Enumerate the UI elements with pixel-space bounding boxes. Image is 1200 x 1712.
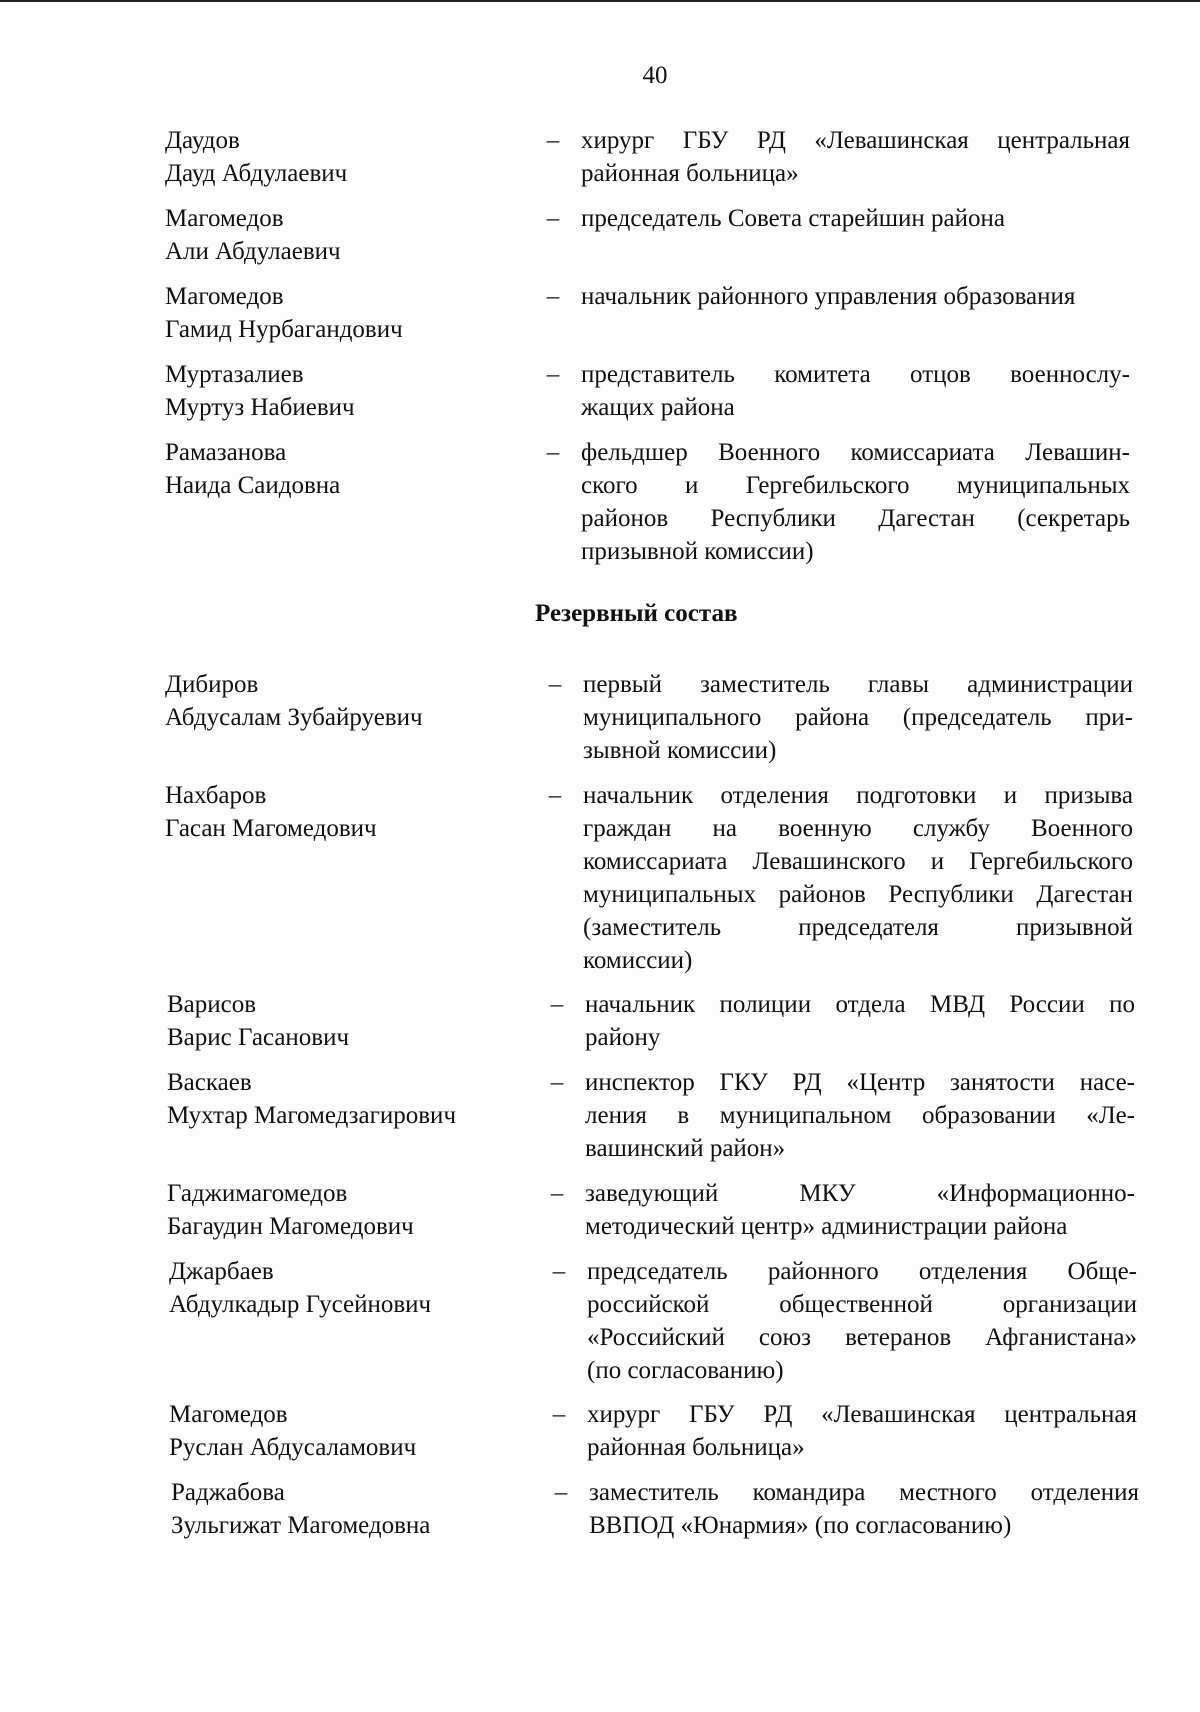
member-name	[167, 988, 527, 1054]
position-line: районная больница»	[587, 1434, 805, 1461]
member-surname: Дибиров	[165, 671, 259, 698]
position-line: заместитель командира местного отделения	[589, 1479, 1139, 1506]
member-position	[585, 1066, 1135, 1165]
position-line: муниципального района (председатель при-	[583, 704, 1133, 731]
position-line: начальник отделения подготовки и призыва	[583, 782, 1133, 809]
position-line: председатель Совета старейшин района	[581, 205, 1005, 232]
position-line: начальник районного управления образования	[581, 283, 1076, 310]
member-surname: Магомедов	[169, 1401, 288, 1428]
member-name	[165, 202, 525, 268]
position-line: хирург ГБУ РД «Левашинская центральная	[587, 1401, 1137, 1428]
member-given-names: Гасан Магомедович	[165, 815, 377, 842]
entry-dash: –	[550, 991, 564, 1018]
member-position	[585, 1177, 1135, 1243]
member-given-names: Али Абдулаевич	[165, 238, 341, 265]
member-given-names: Багаудин Магомедович	[167, 1213, 414, 1240]
position-line: инспектор ГКУ РД «Центр занятости насе-	[585, 1069, 1135, 1096]
member-given-names: Наида Саидовна	[165, 472, 341, 499]
position-line: фельдшер Военного комиссариата Левашин-	[581, 439, 1130, 466]
entry-dash: –	[548, 671, 562, 698]
member-position	[581, 436, 1130, 568]
entry-dash: –	[552, 1258, 566, 1285]
position-line: муниципальных районов Республики Дагестан	[583, 881, 1133, 908]
position-line: первый заместитель главы администрации	[583, 671, 1133, 698]
entry-dash: –	[546, 283, 560, 310]
entry-dash: –	[550, 1069, 564, 1096]
member-name	[167, 1177, 527, 1243]
member-surname: Нахбаров	[165, 782, 267, 809]
member-position	[581, 280, 1130, 313]
member-surname: Муртазалиев	[165, 361, 304, 388]
entry-dash: –	[552, 1401, 566, 1428]
entry-dash: –	[548, 782, 562, 809]
position-line: району	[585, 1024, 661, 1051]
member-surname: Гаджимагомедов	[167, 1180, 348, 1207]
member-name	[167, 1066, 527, 1132]
member-name	[165, 124, 525, 190]
member-given-names: Варис Гасанович	[167, 1024, 350, 1051]
position-line: российской общественной организации	[587, 1291, 1137, 1318]
entry-dash: –	[546, 361, 560, 388]
member-position	[581, 358, 1130, 424]
member-position	[583, 668, 1133, 767]
member-position	[589, 1476, 1139, 1542]
position-line: призывной комиссии)	[581, 538, 814, 565]
position-line: районная больница»	[581, 160, 799, 187]
position-line: (заместитель председателя призывной	[583, 914, 1133, 941]
entry-dash: –	[546, 127, 560, 154]
member-given-names: Гамид Нурбагандович	[165, 316, 403, 343]
position-line: «Российский союз ветеранов Афганистана»	[587, 1324, 1137, 1351]
position-line: комиссии)	[583, 947, 693, 974]
member-given-names: Мухтар Магомедзагирович	[167, 1102, 457, 1129]
member-surname: Раджабова	[171, 1479, 285, 1506]
member-name	[165, 779, 525, 845]
position-line: зывной комиссии)	[583, 737, 777, 764]
member-position	[583, 779, 1133, 977]
member-name	[165, 668, 525, 734]
position-line: (по согласованию)	[587, 1357, 784, 1384]
position-line: председатель районного отделения Обще-	[587, 1258, 1137, 1285]
entry-dash: –	[546, 205, 560, 232]
member-name	[169, 1398, 529, 1464]
position-line: жащих района	[581, 394, 735, 421]
member-surname: Джарбаев	[169, 1258, 274, 1285]
member-surname: Магомедов	[165, 205, 284, 232]
scan-edge	[0, 0, 1200, 2]
entry-dash: –	[554, 1479, 568, 1506]
member-position	[585, 988, 1135, 1054]
member-given-names: Муртуз Набиевич	[165, 394, 355, 421]
member-given-names: Абдулкадыр Гусейнович	[169, 1291, 432, 1318]
entry-dash: –	[546, 439, 560, 466]
member-position	[581, 124, 1130, 190]
member-position	[587, 1398, 1137, 1464]
position-line: комиссариата Левашинского и Гергебильского	[583, 848, 1133, 875]
member-name	[169, 1255, 529, 1321]
member-given-names: Дауд Абдулаевич	[165, 160, 348, 187]
member-surname: Магомедов	[165, 283, 284, 310]
member-surname: Рамазанова	[165, 439, 287, 466]
member-position	[587, 1255, 1137, 1387]
position-line: ского и Гергебильского муниципальных	[581, 472, 1130, 499]
position-line: районов Республики Дагестан (секретарь	[581, 505, 1130, 532]
position-line: представитель комитета отцов военнослу-	[581, 361, 1130, 388]
member-name	[171, 1476, 531, 1542]
member-given-names: Абдусалам Зубайруевич	[165, 704, 423, 731]
position-line: ления в муниципальном образовании «Ле-	[585, 1102, 1135, 1129]
page-number: 40	[642, 62, 668, 89]
member-name	[165, 358, 525, 424]
section-title-reserve: Резервный состав	[535, 600, 738, 627]
member-given-names: Руслан Абдусаламович	[169, 1434, 417, 1461]
member-name	[165, 436, 525, 502]
member-name	[165, 280, 525, 346]
position-line: хирург ГБУ РД «Левашинская центральная	[581, 127, 1130, 154]
member-surname: Варисов	[167, 991, 257, 1018]
position-line: ВВПОД «Юнармия» (по согласованию)	[589, 1512, 1012, 1539]
member-given-names: Зульгижат Магомедовна	[171, 1512, 431, 1539]
position-line: заведующий МКУ «Информационно-	[585, 1180, 1135, 1207]
position-line: методический центр» администрации района	[585, 1213, 1068, 1240]
member-position	[581, 202, 1130, 235]
position-line: граждан на военную службу Военного	[583, 815, 1133, 842]
position-line: начальник полиции отдела МВД России по	[585, 991, 1135, 1018]
member-surname: Даудов	[165, 127, 240, 154]
position-line: вашинский район»	[585, 1135, 786, 1162]
entry-dash: –	[550, 1180, 564, 1207]
member-surname: Васкаев	[167, 1069, 252, 1096]
